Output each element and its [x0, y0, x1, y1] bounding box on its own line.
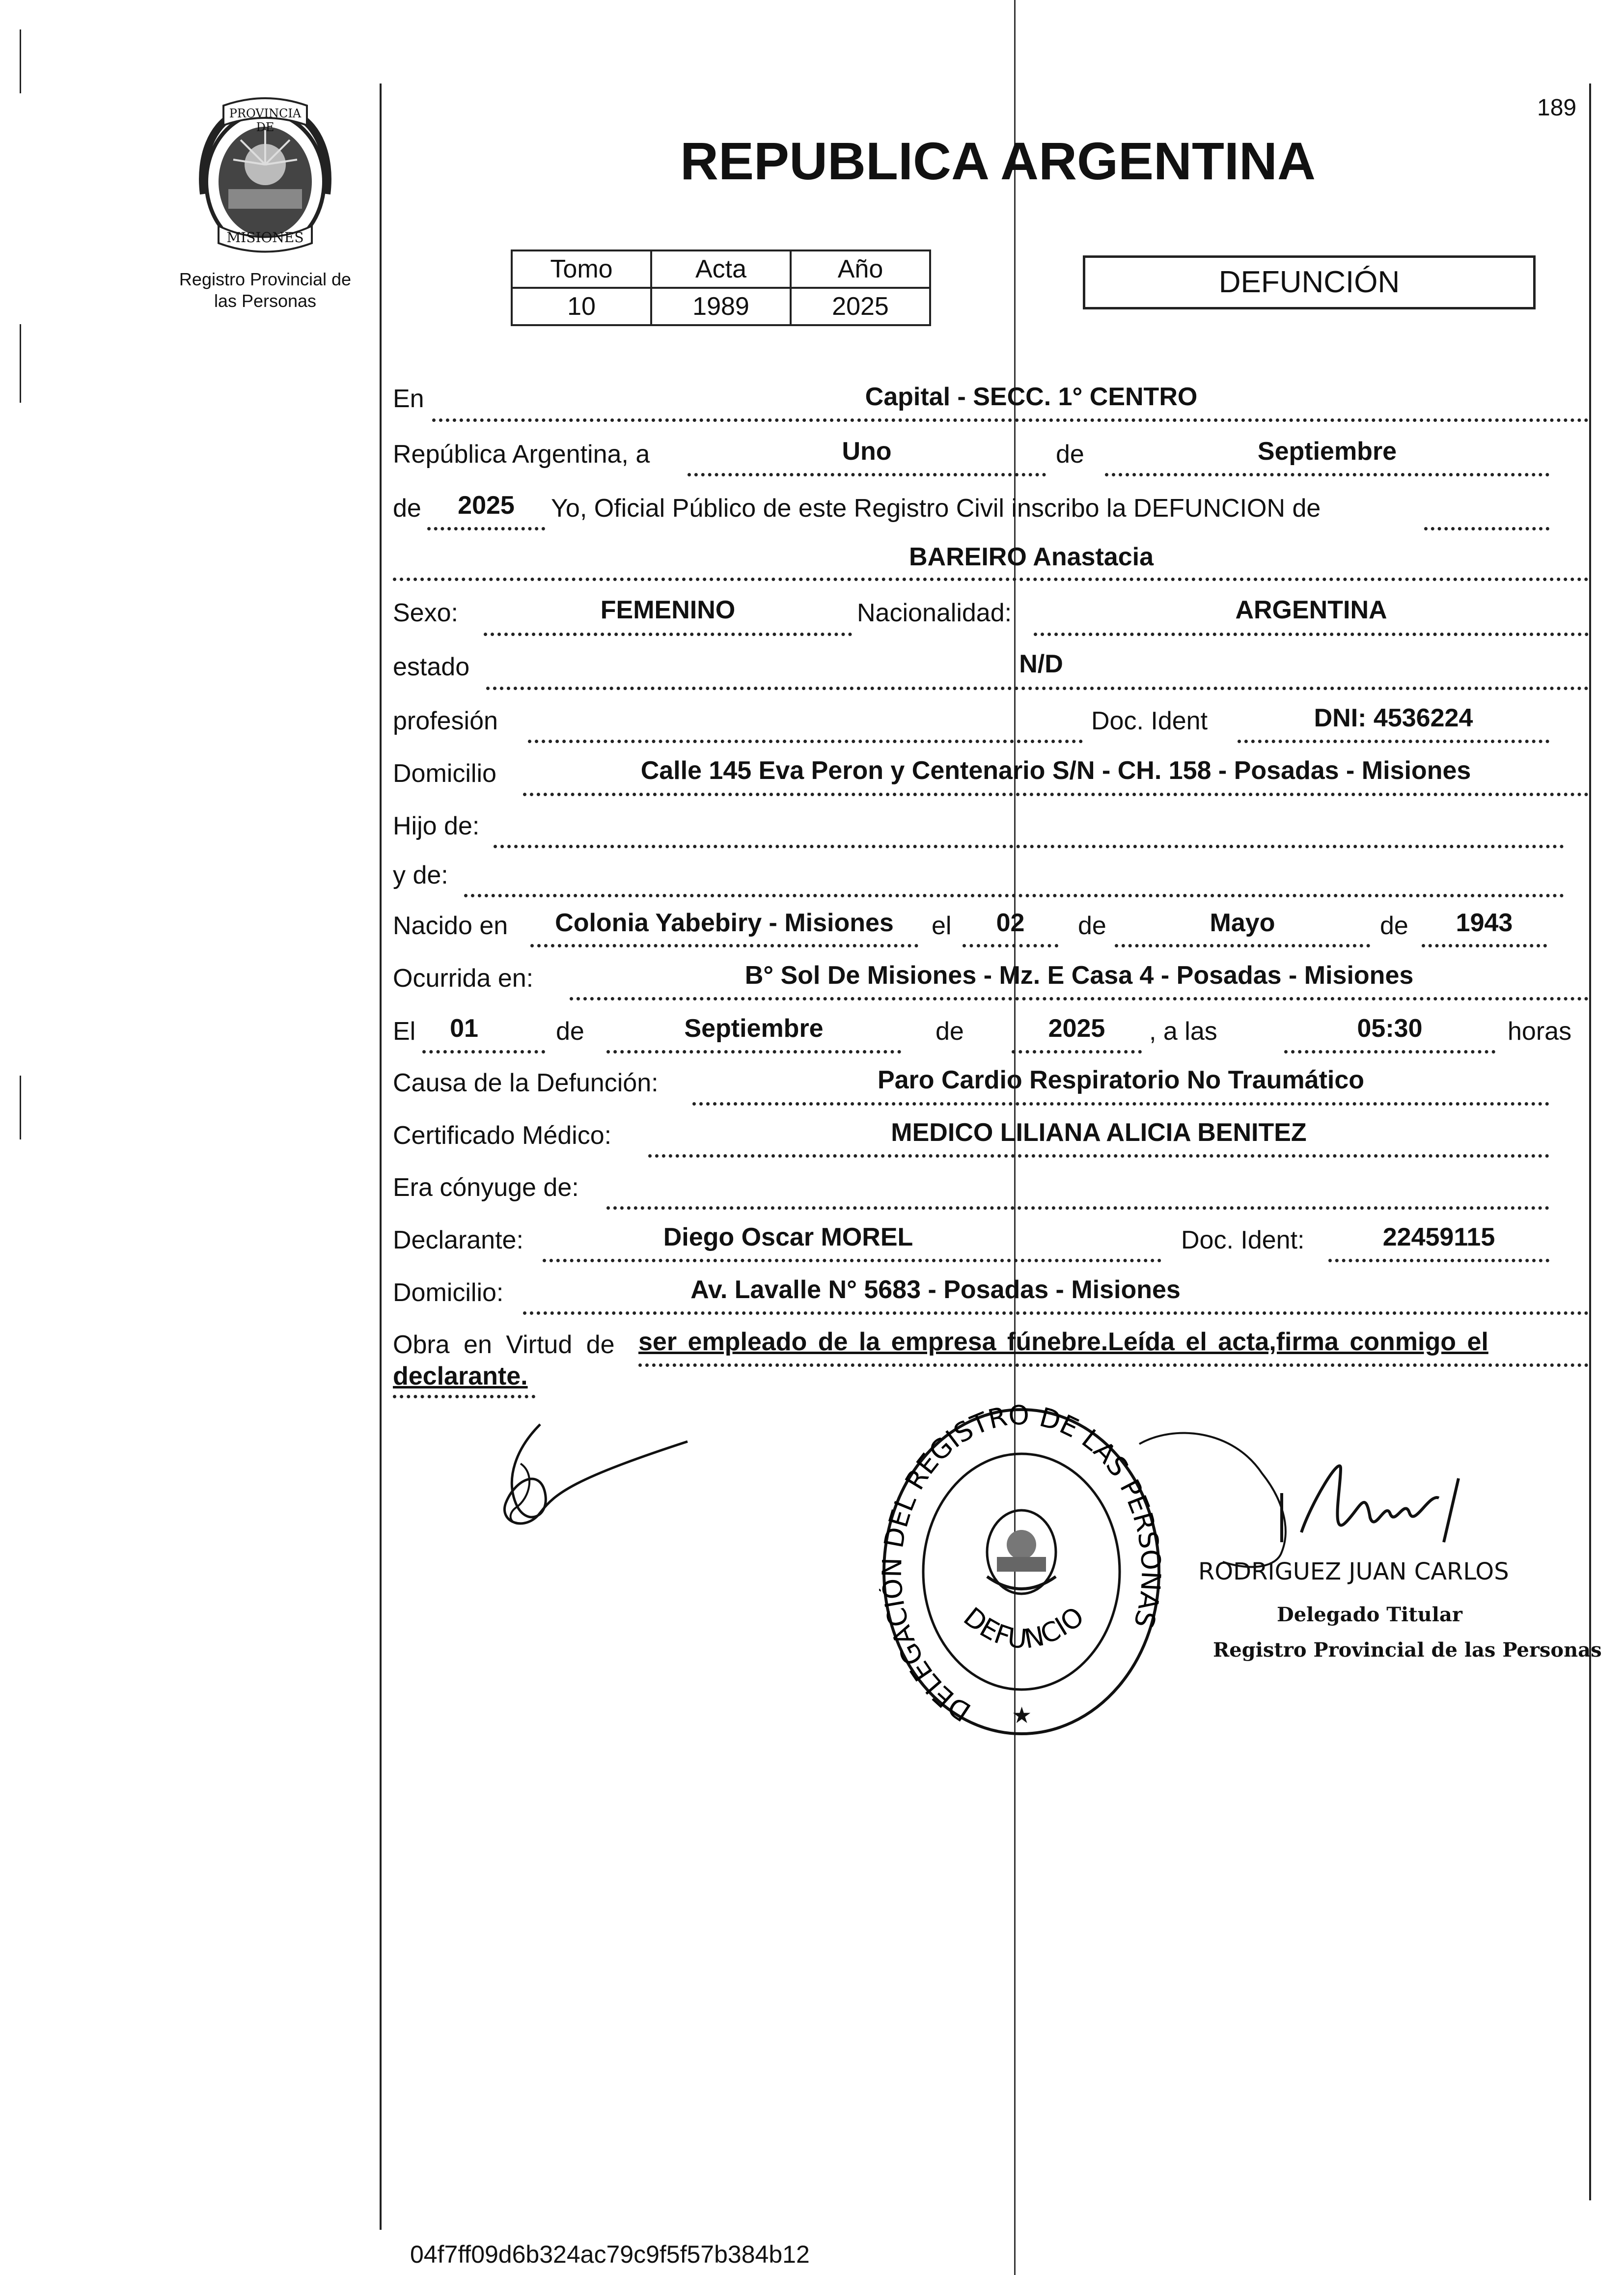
- label-obra-en-virtud: Obra en Virtud de: [393, 1331, 615, 1359]
- dots-def-mes: [606, 1050, 901, 1054]
- registry-caption-line1: Registro Provincial de: [179, 269, 352, 289]
- field-ocurrida-en: B° Sol De Misiones - Mz. E Casa 4 - Posadas - Misiones: [744, 961, 1414, 990]
- field-declarante-doc: 22459115: [1382, 1223, 1495, 1251]
- declarant-signature: [486, 1419, 697, 1547]
- field-nacido-en: Colonia Yabebiry - Misiones: [555, 909, 894, 937]
- field-causa: Paro Cardio Respiratorio No Traumático: [877, 1066, 1365, 1094]
- dots-estado: [486, 687, 1589, 690]
- dots-lugar: [432, 418, 1589, 422]
- dots-nac-mes: [1115, 944, 1370, 947]
- dots-mes: [1105, 473, 1549, 476]
- dots-def-anio: [1012, 1050, 1142, 1054]
- record-value-anio: 2025: [791, 288, 930, 325]
- label-horas: horas: [1508, 1017, 1572, 1046]
- dots-declarante-domicilio: [523, 1311, 1589, 1315]
- label-de-5: de: [556, 1017, 584, 1046]
- official-name: RODRIGUEZ JUAN CARLOS: [1198, 1558, 1509, 1585]
- label-sexo: Sexo:: [393, 599, 458, 627]
- dots-causa: [692, 1102, 1549, 1106]
- field-nac-anio: 1943: [1456, 909, 1513, 937]
- field-dia-texto: Uno: [842, 437, 892, 466]
- label-a-las: , a las: [1149, 1017, 1217, 1046]
- field-estado: N/D: [1019, 650, 1063, 678]
- field-anio: 2025: [458, 491, 515, 520]
- field-sexo: FEMENINO: [600, 596, 736, 624]
- crest-top-text: PROVINCIA DE: [229, 107, 302, 134]
- record-header-anio: Año: [791, 250, 930, 288]
- record-value-tomo: 10: [512, 288, 651, 325]
- dots-declarante-doc: [1328, 1259, 1549, 1262]
- field-nac-mes: Mayo: [1210, 909, 1275, 937]
- label-domicilio-2: Domicilio:: [393, 1278, 504, 1307]
- label-nacido-en: Nacido en: [393, 912, 508, 940]
- dots-domicilio: [523, 793, 1589, 796]
- label-certificado: Certificado Médico:: [393, 1121, 612, 1150]
- act-type-box: [1083, 255, 1536, 309]
- dots-nac-dia: [963, 944, 1058, 947]
- label-estado: estado: [393, 653, 470, 681]
- label-el: El: [393, 1017, 416, 1046]
- label-profesion: profesión: [393, 707, 498, 735]
- label-y-de: y de:: [393, 861, 448, 889]
- registry-caption-line2: las Personas: [214, 291, 317, 311]
- scan-edge-line-2: [20, 324, 21, 403]
- record-table: [511, 250, 931, 326]
- dots-dia: [688, 473, 1046, 476]
- dots-profesion: [528, 740, 1083, 743]
- dots-nac-anio: [1422, 944, 1547, 947]
- left-margin-line: [380, 83, 382, 2230]
- official-seal: [879, 1405, 1164, 1739]
- label-hijo-de: Hijo de:: [393, 812, 480, 840]
- label-ocurrida-en: Ocurrida en:: [393, 964, 534, 993]
- field-doc-ident: DNI: 4536224: [1314, 704, 1473, 732]
- label-causa: Causa de la Defunción:: [393, 1069, 659, 1097]
- dots-conyuge: [606, 1206, 1549, 1210]
- label-de-1: de: [1056, 440, 1084, 469]
- label-republica: República Argentina, a: [393, 440, 650, 469]
- dots-hijo-de: [494, 845, 1564, 848]
- scan-edge-line-1: [20, 29, 21, 93]
- label-en: En: [393, 385, 424, 413]
- official-office: Registro Provincial de las Personas: [1213, 1638, 1602, 1662]
- registry-crest: [194, 96, 336, 253]
- field-def-dia: 01: [450, 1014, 478, 1043]
- dots-nombre: [393, 578, 1589, 581]
- label-de-4: de: [1380, 912, 1408, 940]
- dots-obra-1: [638, 1363, 1589, 1367]
- field-mes-texto: Septiembre: [1257, 437, 1397, 466]
- seal-star: ★: [1012, 1702, 1032, 1728]
- label-conyuge: Era cónyuge de:: [393, 1173, 579, 1202]
- label-doc-ident-2: Doc. Ident:: [1181, 1226, 1305, 1254]
- page-title: REPUBLICA ARGENTINA: [680, 131, 1316, 191]
- label-de-2: de: [393, 494, 421, 523]
- label-declarante: Declarante:: [393, 1226, 523, 1254]
- field-def-anio: 2025: [1048, 1014, 1105, 1043]
- label-el-lower: el: [932, 912, 952, 940]
- field-nacionalidad: ARGENTINA: [1235, 596, 1387, 624]
- label-nacionalidad: Nacionalidad:: [857, 599, 1012, 627]
- act-type: DEFUNCIÓN: [1218, 265, 1400, 299]
- label-domicilio: Domicilio: [393, 759, 496, 788]
- field-certificado: MEDICO LILIANA ALICIA BENITEZ: [891, 1118, 1307, 1147]
- field-nac-dia: 02: [996, 909, 1025, 937]
- seal-ring-text: DELEGACIÓN DEL REGISTRO DE LAS PERSONAS: [879, 1405, 1164, 1728]
- record-header-tomo: Tomo: [512, 250, 651, 288]
- field-obra-line1: ser empleado de la empresa fúnebre.Leída el acta,firma conmigo el: [638, 1328, 1488, 1356]
- dots-certificado: [648, 1154, 1549, 1158]
- label-de-3: de: [1078, 912, 1106, 940]
- dots-nacido-en: [530, 944, 918, 947]
- label-de-6: de: [936, 1017, 964, 1046]
- field-obra-line2: declarante.: [393, 1362, 528, 1390]
- page-number: 189: [1537, 95, 1577, 121]
- field-declarante: Diego Oscar MOREL: [663, 1223, 913, 1251]
- label-yo-oficial: Yo, Oficial Público de este Registro Civil inscribo la DEFUNCION de: [551, 494, 1321, 523]
- crest-bottom-text: MISIONES: [226, 229, 304, 246]
- field-lugar: Capital - SECC. 1° CENTRO: [865, 383, 1198, 411]
- dots-ocurrida-en: [570, 997, 1589, 1000]
- dots-nacionalidad: [1034, 633, 1589, 636]
- dots-def-dia: [422, 1050, 545, 1054]
- official-signature: [1134, 1415, 1527, 1621]
- dots-def-hora: [1284, 1050, 1495, 1054]
- dots-y-de: [464, 894, 1564, 897]
- field-def-mes: Septiembre: [684, 1014, 824, 1043]
- scan-edge-line-3: [20, 1076, 21, 1139]
- official-role: Delegado Titular: [1277, 1603, 1462, 1626]
- dots-declarante: [543, 1259, 1161, 1262]
- field-def-hora: 05:30: [1357, 1014, 1423, 1043]
- dots-tail-1: [1424, 527, 1549, 530]
- right-margin-line: [1589, 83, 1591, 2200]
- field-nombre: BAREIRO Anastacia: [909, 543, 1154, 571]
- dots-doc-ident: [1238, 740, 1549, 743]
- field-declarante-domicilio: Av. Lavalle N° 5683 - Posadas - Misiones: [690, 1276, 1181, 1304]
- label-doc-ident: Doc. Ident: [1091, 707, 1208, 735]
- record-header-acta: Acta: [651, 250, 791, 288]
- field-domicilio: Calle 145 Eva Peron y Centenario S/N - CH. 158 - Posadas - Misiones: [640, 756, 1471, 785]
- dots-obra-2: [393, 1395, 535, 1398]
- dots-anio: [427, 527, 545, 530]
- seal-inner-text: DEFUNCIO: [958, 1600, 1090, 1655]
- document-hash: 04f7ff09d6b324ac79c9f5f57b384b12: [410, 2241, 810, 2268]
- record-value-acta: 1989: [651, 288, 791, 325]
- dots-sexo: [484, 633, 852, 636]
